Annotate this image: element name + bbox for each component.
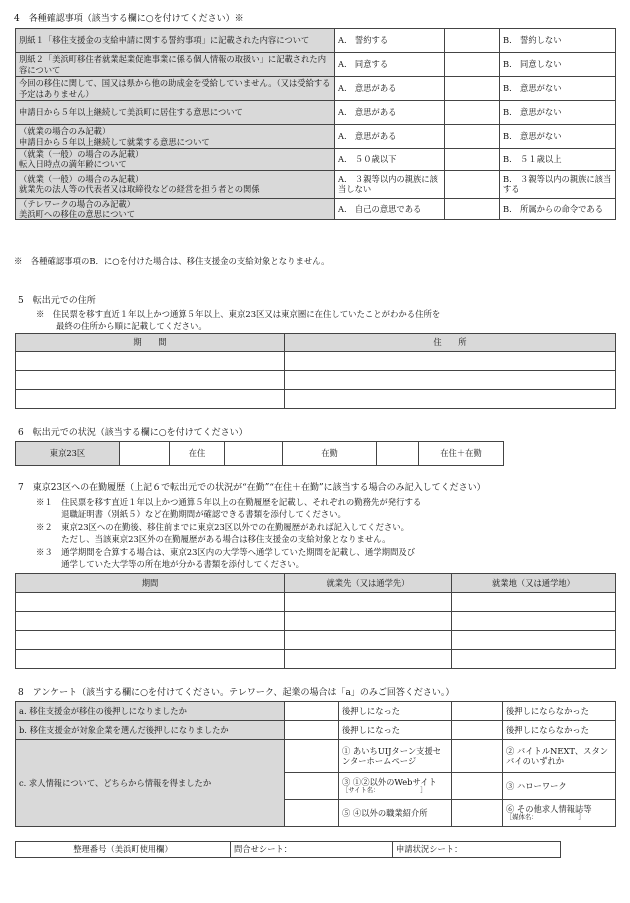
confirmation-row [16,198,616,220]
employer-cell[interactable] [285,631,452,650]
option-cell[interactable] [285,740,339,773]
tokyo23-label: 東京23区 [16,442,120,466]
confirmation-row [16,101,616,125]
section7-title: 7 東京23区への在勤履歴（上記６で転出元での状況が“在勤”“在住＋在勤”に該当する場合のみ記入してください） [18,483,486,493]
period-cell[interactable] [16,650,285,669]
option-cell[interactable] [285,721,339,740]
option-a[interactable]: A. 同意する [335,53,445,77]
section7-note: 退職証明書（別紙５）など在勤期間が確認できる書類を添付してください。 [36,509,346,519]
confirmation-row [16,125,616,149]
answer-c5[interactable]: ⑤ ④以外の職業紹介所 [339,800,452,827]
option-b[interactable]: B. 意思がない [500,125,616,149]
option-cell[interactable] [445,170,500,198]
option-cell[interactable] [445,77,500,101]
option-cell[interactable] [285,773,339,800]
option-b[interactable]: B. ３親等以内の親族に該当する [500,170,616,198]
confirmation-question: （就業の場合のみ記載） 申請日から５年以上継続して就業する意思について [16,125,335,149]
option-residence[interactable]: 在住 [170,442,225,466]
survey-question-b: b. 移住支援金が対象企業を選んだ後押しになりましたか [16,721,285,740]
reference-number-label: 整理番号（美浜町使用欄） [16,842,231,858]
employer-cell[interactable] [285,612,452,631]
period-cell[interactable] [16,593,285,612]
confirmation-question: （テレワークの場合のみ記載） 美浜町への移住の意思について [16,198,335,220]
period-cell[interactable] [16,612,285,631]
answer-c2[interactable]: ② バイトルNEXT、スタンバイのいずれか [503,740,616,773]
admin-footer [15,841,561,858]
option-cell[interactable] [285,800,339,827]
work-history-table [15,573,616,669]
option-b[interactable]: B. 所属からの命令である [500,198,616,220]
col-location-header: 就業地（又は通学地） [452,574,616,593]
option-cell[interactable] [445,125,500,149]
location-cell[interactable] [452,612,616,631]
option-a[interactable]: A. ５０歳以下 [335,149,445,171]
confirmation-row [16,170,616,198]
employer-cell[interactable] [285,650,452,669]
section5-note1: ※ 住民票を移す直近１年以上かつ通算５年以上、東京23区又は東京圏に在住していたことがわかる住所を [36,309,441,319]
section8-title: 8 アンケート（該当する欄に○を付けてください。テレワーク、起業の場合は「a」のみご回答ください。） [18,688,455,698]
survey-question-c: c. 求人情報について、どちらから情報を得ましたか [16,740,285,827]
survey-table [15,701,616,827]
option-cell[interactable] [445,198,500,220]
option-a[interactable]: A. 意思がある [335,101,445,125]
period-cell[interactable] [16,631,285,650]
answer-c6[interactable] [503,800,616,827]
confirmation-question: （就業（一般）の場合のみ記載） 転入日時点の満年齢について [16,149,335,171]
option-commute[interactable]: 在勤 [283,442,377,466]
option-a[interactable]: A. ３親等以内の親族に該当しない [335,170,445,198]
section7-note: ※３ 通学期間を合算する場合は、東京23区内の大学等へ通学していた期間を記載し、通学期間及び [36,547,416,557]
location-cell[interactable] [452,650,616,669]
answer-yes[interactable]: 後押しになった [339,702,452,721]
option-cell[interactable] [452,740,503,773]
option-cell[interactable] [285,702,339,721]
option-cell[interactable] [445,149,500,171]
option-a[interactable]: A. 自己の意思である [335,198,445,220]
section7-note: ただし、当該東京23区外の在勤履歴がある場合は移住支援金の支給対象となりません。 [36,534,391,544]
period-cell[interactable] [16,390,285,409]
option-cell[interactable] [445,101,500,125]
application-status-field[interactable]: 申請状況シート： [393,842,561,858]
option-a[interactable]: A. 意思がある [335,77,445,101]
period-cell[interactable] [16,352,285,371]
address-cell[interactable] [285,371,616,390]
address-table [15,333,616,409]
address-cell[interactable] [285,390,616,409]
confirmation-row [16,29,616,53]
option-b[interactable]: B. 誓約しない [500,29,616,53]
section7-note: 通学していた大学等の所在地が分かる書類を添付してください。 [36,559,304,569]
confirmation-question: 今回の移住に関して、国又は県から他の助成金を受給していません。（又は受給する予定はありません） [16,77,335,101]
confirmation-table [15,28,616,220]
media-name-field[interactable]: ［媒体名： ］ [506,814,585,822]
survey-question-a: a. 移住支援金が移住の後押しになりましたか [16,702,285,721]
option-b[interactable]: B. 同意しない [500,53,616,77]
answer-c6-label: ⑥ その他求人情報誌等 [506,803,592,814]
answer-c3[interactable] [339,773,452,800]
option-b[interactable]: B. 意思がない [500,77,616,101]
col-employer-header: 就業先（又は通学先） [285,574,452,593]
section6-title: 6 転出元での状況（該当する欄に○を付けてください） [18,428,248,438]
option-cell[interactable] [445,29,500,53]
section7-note: ※１ 住民票を移す直近１年以上かつ通算５年以上の在勤履歴を記載し、それぞれの勤務先が発行する [36,497,422,507]
inquiry-sheet-field[interactable]: 問合せシート： [231,842,393,858]
period-cell[interactable] [16,371,285,390]
confirmation-row [16,77,616,101]
option-cell[interactable] [120,442,170,466]
option-a[interactable]: A. 意思がある [335,125,445,149]
option-cell[interactable] [445,53,500,77]
option-cell[interactable] [225,442,283,466]
section7-note: ※２ 東京23区への在勤後、移住前までに東京23区以外での在勤履歴があれば記入してください。 [36,522,410,532]
option-cell[interactable] [452,800,503,827]
col-period-header: 期 間 [16,334,285,352]
answer-c3-label: ③ ①②以外のWebサイト [342,776,437,787]
confirmation-row [16,53,616,77]
site-name-field[interactable]: ［サイト名： ］ [342,787,427,795]
section5-note2: 最終の住所から順に記載してください。 [56,321,207,331]
option-cell[interactable] [377,442,419,466]
option-a[interactable]: A. 誓約する [335,29,445,53]
answer-no[interactable]: 後押しにならなかった [503,702,616,721]
confirmation-question: 別紙２「美浜町移住者就業起業促進事業に係る個人情報の取扱い」に記載された内容について [16,53,335,77]
employer-cell[interactable] [285,593,452,612]
status-table [15,441,504,466]
location-cell[interactable] [452,631,616,650]
col-period-header: 期間 [16,574,285,593]
answer-yes[interactable]: 後押しになった [339,721,452,740]
section4-note: ※ 各種確認事項のB．に○を付けた場合は、移住支援金の支給対象となりません。 [14,256,330,266]
location-cell[interactable] [452,593,616,612]
option-cell[interactable] [452,702,503,721]
answer-c1[interactable]: ① あいちUIJターン支援センターホームページ [339,740,452,773]
option-cell[interactable] [452,721,503,740]
confirmation-question: （就業（一般）の場合のみ記載） 就業先の法人等の代表者又は取締役などの経営を担う者との関係 [16,170,335,198]
answer-no[interactable]: 後押しにならなかった [503,721,616,740]
option-both[interactable]: 在住＋在勤 [419,442,504,466]
section5-title: 5 転出元での住所 [18,296,96,306]
section4-title: 4 各種確認事項（該当する欄に○を付けてください）※ [14,14,244,24]
confirmation-row [16,149,616,171]
option-b[interactable]: B. 意思がない [500,101,616,125]
confirmation-question: 別紙１「移住支援金の支給申請に関する誓約事項」に記載された内容について [16,29,335,53]
confirmation-question: 申請日から５年以上継続して美浜町に居住する意思について [16,101,335,125]
col-address-header: 住 所 [285,334,616,352]
answer-c4[interactable]: ③ ハローワーク [503,773,616,800]
option-b[interactable]: B. ５１歳以上 [500,149,616,171]
address-cell[interactable] [285,352,616,371]
option-cell[interactable] [452,773,503,800]
